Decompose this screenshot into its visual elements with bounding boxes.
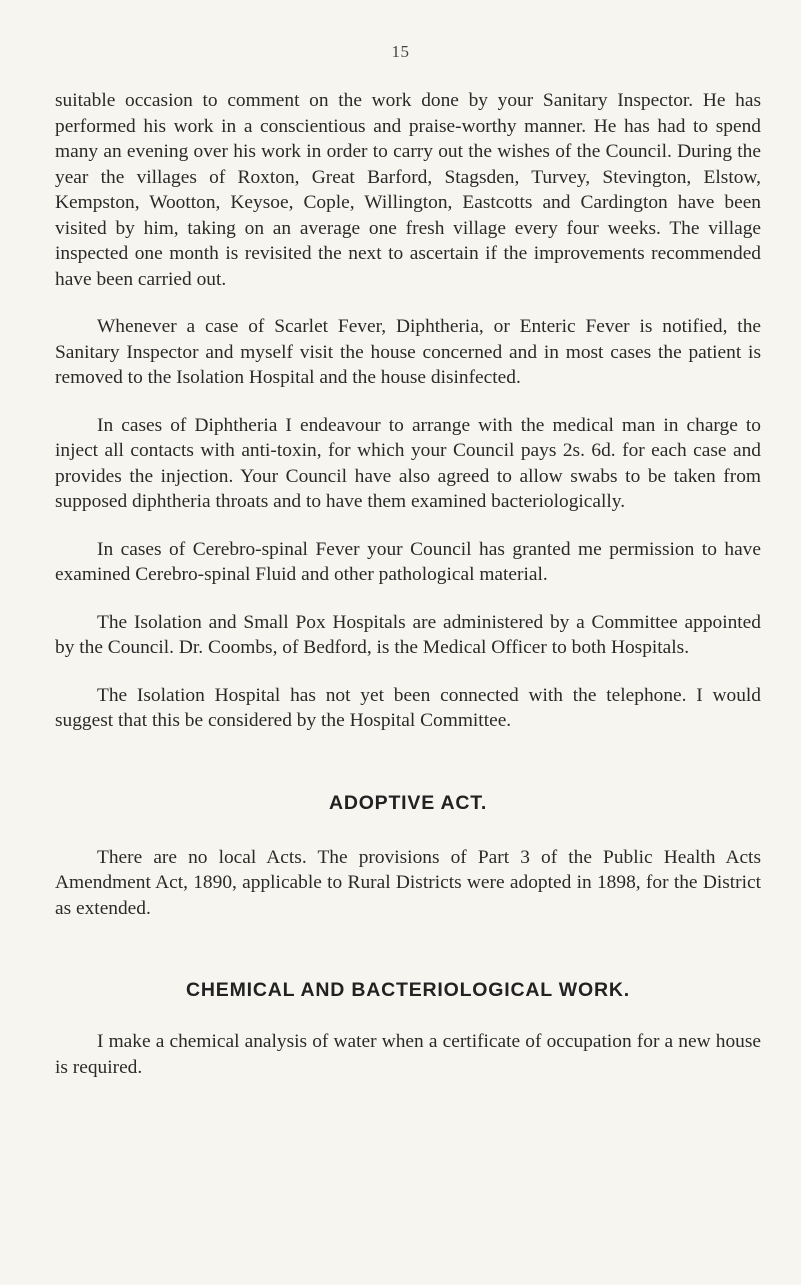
heading-adoptive-act: ADOPTIVE ACT. — [328, 791, 488, 814]
paragraph-chemical-work: I make a chemical analysis of water when a certificate of occupation for a new house is required. — [55, 1031, 761, 1078]
paragraph-cerebro-spinal: In cases of Cerebro-spinal Fever your Council has granted me permission to have examined Cerebro-spinal Fluid and other pathological material. — [55, 538, 761, 585]
paragraph-notified-cases: Whenever a case of Scarlet Fever, Diphtheria, or Enteric Fever is notified, the Sanitary Inspector and myself visit the house concerned and in most cases the patient is removed to the Isolation Hospital and the house disinfected. — [55, 316, 761, 388]
report-body — [55, 88, 761, 1080]
paragraph-adoptive-act: There are no local Acts. The provisions of Part 3 of the Public Health Acts Amendment Act, 1890, applicable to Rural Districts were adopted in 1898, for the District as extended. — [55, 846, 761, 919]
heading-chemical-work: CHEMICAL AND BACTERIOLOGICAL WORK. — [186, 979, 630, 1001]
paragraph-telephone: The Isolation Hospital has not yet been connected with the telephone. I would suggest that this be considered by the Hospital Committee. — [55, 684, 761, 731]
paragraph-diphtheria: In cases of Diphtheria I endeavour to arrange with the medical man in charge to inject all contacts with anti-toxin, for which your Council pays 2s. 6d. for each case and provides the injection. Your Council have also agreed to allow swabs to be taken from supposed diphtheria throats and to have them examined bacteriologically. — [55, 414, 761, 512]
paragraph-sanitary-inspector: suitable occasion to comment on the work done by your Sanitary Inspector. He has performed his work in a conscientious and praise-worthy manner. He has had to spend many an evening over his work in order to carry out the wishes of the Council. During the year the villages of Roxton, Great Barford, Stagsden, Turvey, Stevington, Elstow, Kempston, Wootton, Keysoe, Cople, Willington, Eastcotts and Cardington have been visited by him, taking on an average one fresh village every four weeks. The village inspected one month is revisited the next to ascertain if the improvements recommended have been carried out. — [55, 90, 761, 290]
page-number: 15 — [391, 42, 410, 61]
paragraph-isolation-committee: The Isolation and Small Pox Hospitals are administered by a Committee appointed by the Council. Dr. Coombs, of Bedford, is the Medical Officer to both Hospitals. — [55, 611, 761, 658]
